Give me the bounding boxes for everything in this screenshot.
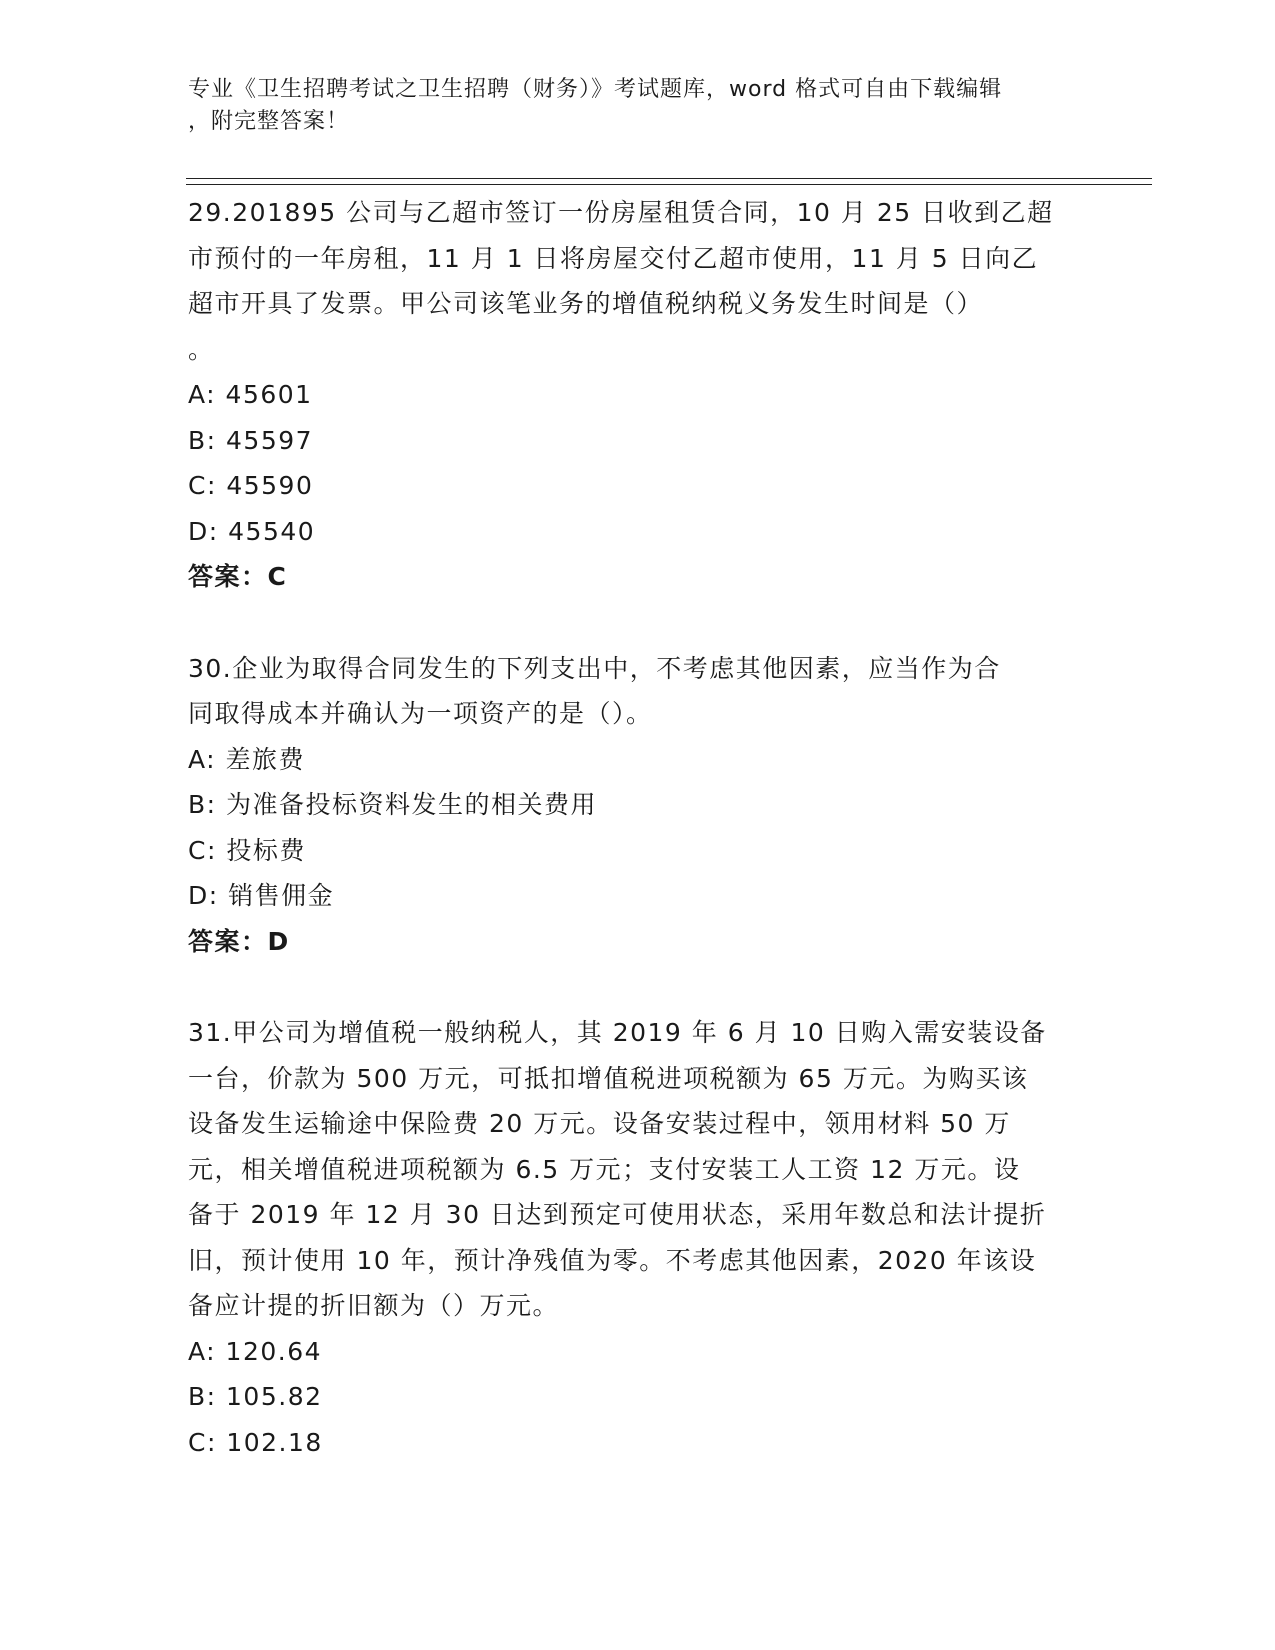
option-text: 102.18 [226,1427,323,1457]
option-c [188,828,1088,874]
question-stem-line: 元，相关增值税进项税额为 6.5 万元；支付安装工人工资 12 万元。设 [188,1154,1021,1184]
question-stem-line: 。 [188,334,215,364]
document-header [188,74,1068,138]
option-letter: C: [188,471,217,500]
option-text: 销售佣金 [228,881,335,910]
option-letter: A: [188,1336,217,1366]
option-text: 投标费 [226,835,306,865]
option-text: 105.82 [226,1382,323,1411]
header-line-1: 专业《卫生招聘考试之卫生招聘（财务）》考试题库，word 格式可自由下载编辑 [188,77,1003,102]
question-stem-line: 设备发生运输途中保险费 20 万元。设备安装过程中，领用材料 50 万 [188,1109,1011,1138]
header-line-2: ，附完整答案！ [188,109,350,134]
option-letter: B: [188,1382,217,1411]
option-text: 差旅费 [225,744,306,774]
question-stem-line: 31.甲公司为增值税一般纳税人，其 2019 年 6 月 10 日购入需安装设备 [188,1018,1047,1047]
option-a [188,737,1088,783]
question-stem-line: 备应计提的折旧额为（）万元。 [188,1291,560,1320]
question-stem-line: 超市开具了发票。甲公司该笔业务的增值税纳税义务发生时间是（） [188,289,984,318]
question-spacer [188,964,1088,1010]
option-text: 45601 [225,380,313,409]
option-d [188,873,1088,919]
option-letter: D: [188,516,219,546]
option-b [188,418,1088,464]
option-b [188,782,1088,828]
answer-label: 答案：D [188,926,290,956]
option-letter: D: [188,881,219,910]
option-letter: C: [188,835,217,865]
option-text: 45590 [226,471,314,500]
option-letter: B: [188,425,217,455]
option-text: 45597 [226,425,314,455]
option-text: 为准备投标资料发生的相关费用 [226,790,598,819]
answer-label: 答案：C [188,562,288,591]
option-a [188,372,1088,418]
question-stem-line: 旧，预计使用 10 年，预计净残值为零。不考虑其他因素，2020 年该设 [188,1245,1037,1275]
option-text: 120.64 [225,1336,323,1366]
option-letter: A: [188,380,217,409]
question-stem-line: 30.企业为取得合同发生的下列支出中，不考虑其他因素，应当作为合 [188,653,1001,683]
header-divider-bottom [186,184,1152,185]
question-31 [188,1010,1088,1465]
option-text: 45540 [228,516,316,546]
option-letter: A: [188,744,217,774]
option-b [188,1374,1088,1420]
header-divider-top [186,178,1152,179]
question-30 [188,646,1088,965]
question-29 [188,190,1088,600]
option-a [188,1329,1088,1375]
question-stem-line: 备于 2019 年 12 月 30 日达到预定可使用状态，采用年数总和法计提折 [188,1200,1047,1229]
option-letter: B: [188,790,217,819]
option-c [188,1420,1088,1466]
question-stem-line: 市预付的一年房租，11 月 1 日将房屋交付乙超市使用，11 月 5 日向乙 [188,243,1039,273]
question-list [188,190,1088,1465]
question-stem-line: 一台，价款为 500 万元，可抵扣增值税进项税额为 65 万元。为购买该 [188,1063,1029,1093]
option-letter: C: [188,1427,217,1457]
option-c [188,463,1088,509]
question-spacer [188,600,1088,646]
option-d [188,509,1088,555]
question-stem-line: 29.201895 公司与乙超市签订一份房屋租赁合同，10 月 25 日收到乙超 [188,198,1054,227]
question-stem-line: 同取得成本并确认为一项资产的是（）。 [188,699,653,728]
